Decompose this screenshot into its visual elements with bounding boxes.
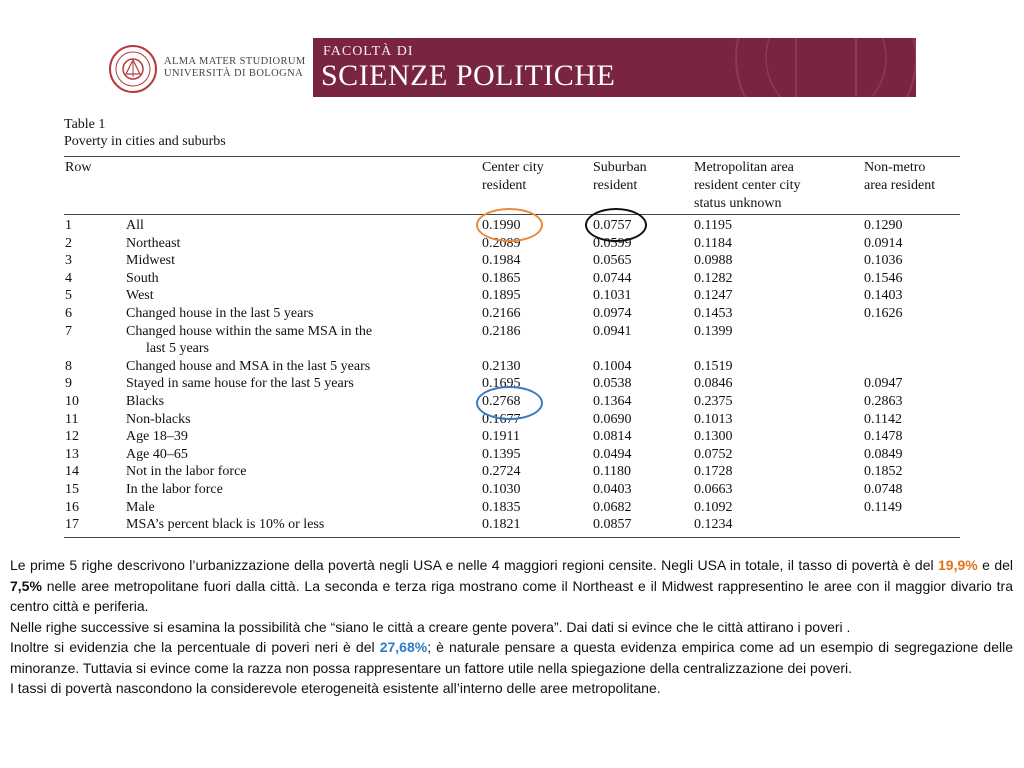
highlight-circle-orange	[476, 208, 543, 242]
cell-suburban: 0.0744	[593, 270, 632, 286]
table-row	[0, 358, 1024, 376]
row-label: Changed house and MSA in the last 5 years	[126, 358, 371, 374]
p1-text-c: nelle aree metropolitane fuori dalla città. La seconda e terza riga mostrano come il Northeast e il Midwest rappresentino le aree con il maggior divario tra centro città e periferia.	[10, 577, 1013, 614]
cell-center-city: 0.1984	[482, 253, 521, 269]
cell-non-metro: 0.1290	[864, 218, 903, 233]
university-line-2: UNIVERSITÀ DI BOLOGNA	[164, 68, 304, 79]
university-name	[164, 56, 306, 80]
cell-center-city: 0.1911	[482, 429, 520, 445]
cell-center-city: 0.1865	[482, 270, 521, 286]
paragraph-2: Nelle righe successive si esamina la possibilità che “siano le città a creare gente povera”. Dai dati si evince che le città attirano i poveri .	[10, 618, 851, 635]
cell-non-metro: 0.0748	[864, 482, 903, 497]
row-number: 1	[65, 218, 72, 233]
cell-suburban: 0.0941	[593, 323, 632, 339]
cell-non-metro: 0.2863	[864, 394, 903, 409]
faculty-banner	[313, 38, 916, 97]
p1-highlight-orange: 19,9%	[938, 557, 978, 573]
row-label: Not in the labor force	[126, 464, 247, 480]
row-label: South	[126, 270, 159, 286]
cell-metro-unknown: 0.1092	[694, 499, 733, 515]
table-caption	[64, 116, 226, 150]
header-row: Row	[65, 160, 92, 175]
cell-non-metro: 0.0914	[864, 235, 903, 251]
cell-suburban: 0.1031	[593, 288, 632, 304]
table-subtitle: Poverty in cities and suburbs	[64, 134, 226, 149]
row-number: 8	[65, 358, 72, 374]
header-metro-unknown	[694, 159, 801, 213]
row-label: Male	[126, 499, 155, 515]
header-suburban-line-1: Suburban	[593, 160, 647, 175]
row-number: 2	[65, 235, 72, 251]
row-number: 17	[65, 517, 79, 533]
slide-header	[0, 0, 1024, 110]
table-row	[0, 481, 1024, 499]
p1-text-b: e del	[977, 557, 1013, 573]
paragraph-4: I tassi di povertà nascondono la considerevole eterogeneità esistente all’interno delle aree metropolitane.	[10, 680, 661, 696]
header-metro-line-2: resident center city	[694, 178, 801, 193]
paragraph-1	[10, 555, 1013, 617]
p3-highlight-blue: 27,68%	[379, 639, 428, 655]
cell-metro-unknown: 0.1453	[694, 306, 733, 321]
cell-suburban: 0.0599	[593, 235, 632, 251]
cell-non-metro: 0.1403	[864, 288, 903, 304]
cell-metro-unknown: 0.1519	[694, 358, 733, 374]
cell-metro-unknown: 0.1282	[694, 270, 733, 286]
cell-non-metro: 0.1149	[864, 499, 902, 515]
cell-non-metro: 0.1852	[864, 464, 903, 480]
banner-decoration-icon	[616, 38, 916, 97]
cell-suburban: 0.0565	[593, 253, 632, 269]
row-label: Midwest	[126, 253, 175, 269]
table-row	[0, 287, 1024, 305]
row-number: 3	[65, 253, 72, 269]
cell-metro-unknown: 0.1399	[694, 323, 733, 339]
cell-suburban: 0.1004	[593, 358, 632, 374]
cell-suburban: 0.0974	[593, 306, 632, 321]
cell-non-metro: 0.0947	[864, 376, 903, 392]
table-row	[0, 446, 1024, 464]
row-number: 6	[65, 306, 72, 321]
header-metro-line-3: status unknown	[694, 196, 782, 211]
p1-text-a: Le prime 5 righe descrivono l’urbanizzazione della povertà negli USA e nelle 4 maggiori regioni censite. Negli USA in totale, il tasso di povertà è del	[10, 557, 938, 573]
row-label: Stayed in same house for the last 5 years	[126, 376, 354, 392]
faculty-label: FACOLTÀ DI	[323, 44, 414, 59]
cell-non-metro: 0.1626	[864, 306, 903, 321]
p1-highlight-bold: 7,5%	[10, 577, 42, 594]
cell-metro-unknown: 0.1247	[694, 288, 733, 304]
row-label: MSA’s percent black is 10% or less	[126, 517, 325, 533]
row-label: Changed house in the last 5 years	[126, 306, 314, 321]
table-title: Table 1	[64, 117, 106, 132]
row-number: 10	[65, 394, 79, 409]
cell-center-city: 0.1030	[482, 482, 521, 497]
cell-non-metro: 0.1036	[864, 253, 903, 269]
row-number: 5	[65, 288, 72, 304]
header-suburban	[593, 159, 647, 195]
university-seal-icon	[108, 44, 158, 94]
row-number: 16	[65, 499, 79, 515]
cell-center-city: 0.1695	[482, 376, 521, 392]
table-row	[0, 252, 1024, 270]
cell-metro-unknown: 0.1013	[694, 411, 733, 427]
header-suburban-line-2: resident	[593, 178, 638, 193]
header-center-city-line-1: Center city	[482, 160, 544, 175]
cell-non-metro: 0.0849	[864, 446, 903, 462]
row-number: 12	[65, 429, 79, 445]
table-row	[0, 428, 1024, 446]
cell-metro-unknown: 0.0663	[694, 482, 733, 497]
cell-center-city: 0.1821	[482, 517, 521, 533]
header-non-metro-line-2: area resident	[864, 178, 936, 193]
cell-metro-unknown: 0.1184	[694, 235, 732, 251]
row-label-continuation: last 5 years	[146, 341, 209, 357]
row-number: 14	[65, 464, 79, 480]
cell-center-city: 0.2089	[482, 235, 521, 251]
row-label: Northeast	[126, 235, 181, 251]
table-row	[0, 516, 1024, 534]
table-row	[0, 323, 1024, 358]
header-non-metro	[864, 159, 935, 195]
row-label: Changed house within the same MSA in the	[126, 323, 373, 339]
cell-metro-unknown: 0.1234	[694, 517, 733, 533]
row-number: 9	[65, 376, 72, 392]
cell-center-city: 0.1835	[482, 499, 521, 515]
cell-center-city: 0.2130	[482, 358, 521, 374]
cell-suburban: 0.1364	[593, 394, 632, 409]
header-center-city-line-2: resident	[482, 178, 527, 193]
row-number: 4	[65, 270, 72, 286]
row-number: 15	[65, 482, 79, 497]
cell-center-city: 0.1990	[482, 218, 521, 233]
cell-center-city: 0.1895	[482, 288, 521, 304]
row-label: Age 40–65	[126, 446, 188, 462]
cell-non-metro: 0.1546	[864, 270, 903, 286]
cell-center-city: 0.1677	[482, 411, 521, 427]
cell-metro-unknown: 0.1195	[694, 218, 732, 233]
p3-text-a: Inoltre si evidenzia che la percentuale di poveri neri è del	[10, 639, 380, 655]
p3-text-b: ; è naturale pensare a questa evidenza empirica come ad un esempio di segregazione delle minoranze. Tuttavia si evince come la razza non possa rappresentare un fattore utile nella spiegazione della centralizzazione dei poveri.	[10, 639, 1013, 676]
row-label: Blacks	[126, 394, 165, 409]
faculty-name: SCIENZE POLITICHE	[321, 59, 616, 92]
cell-non-metro: 0.1478	[864, 429, 903, 445]
cell-non-metro: 0.1142	[864, 411, 902, 427]
row-label: Age 18–39	[126, 429, 188, 445]
cell-metro-unknown: 0.2375	[694, 394, 733, 409]
cell-suburban: 0.0682	[593, 499, 632, 515]
cell-metro-unknown: 0.1300	[694, 429, 733, 445]
cell-metro-unknown: 0.0988	[694, 253, 733, 269]
table-row	[0, 499, 1024, 517]
header-center-city	[482, 159, 544, 195]
explanation-text	[10, 555, 1013, 699]
header-metro-line-1: Metropolitan area	[694, 160, 794, 175]
table-row	[0, 270, 1024, 288]
cell-metro-unknown: 0.1728	[694, 464, 733, 480]
university-line-1: ALMA MATER STUDIORUM	[164, 56, 306, 67]
cell-suburban: 0.0538	[593, 376, 632, 392]
highlight-circle-black	[585, 208, 647, 242]
table-bottom-rule	[64, 537, 960, 538]
cell-suburban: 0.0814	[593, 429, 632, 445]
cell-center-city: 0.2166	[482, 306, 521, 321]
cell-center-city: 0.2186	[482, 323, 521, 339]
table-row	[0, 463, 1024, 481]
cell-center-city: 0.2768	[482, 394, 521, 409]
cell-metro-unknown: 0.0846	[694, 376, 733, 392]
highlight-circle-blue	[476, 386, 543, 420]
table-top-rule	[64, 156, 960, 157]
cell-metro-unknown: 0.0752	[694, 446, 733, 462]
row-label: In the labor force	[126, 482, 223, 497]
cell-suburban: 0.0403	[593, 482, 632, 497]
cell-suburban: 0.0690	[593, 411, 632, 427]
row-number: 7	[65, 323, 72, 339]
cell-suburban: 0.0757	[593, 218, 632, 233]
cell-suburban: 0.0494	[593, 446, 632, 462]
row-number: 11	[65, 411, 79, 427]
paragraph-3	[10, 637, 1013, 678]
row-label: Non-blacks	[126, 411, 191, 427]
row-label: West	[126, 288, 154, 304]
cell-suburban: 0.0857	[593, 517, 632, 533]
cell-suburban: 0.1180	[593, 464, 631, 480]
cell-center-city: 0.2724	[482, 464, 521, 480]
header-non-metro-line-1: Non-metro	[864, 160, 926, 175]
table-row	[0, 305, 1024, 323]
cell-center-city: 0.1395	[482, 446, 521, 462]
row-number: 13	[65, 446, 79, 462]
row-label: All	[126, 218, 144, 233]
